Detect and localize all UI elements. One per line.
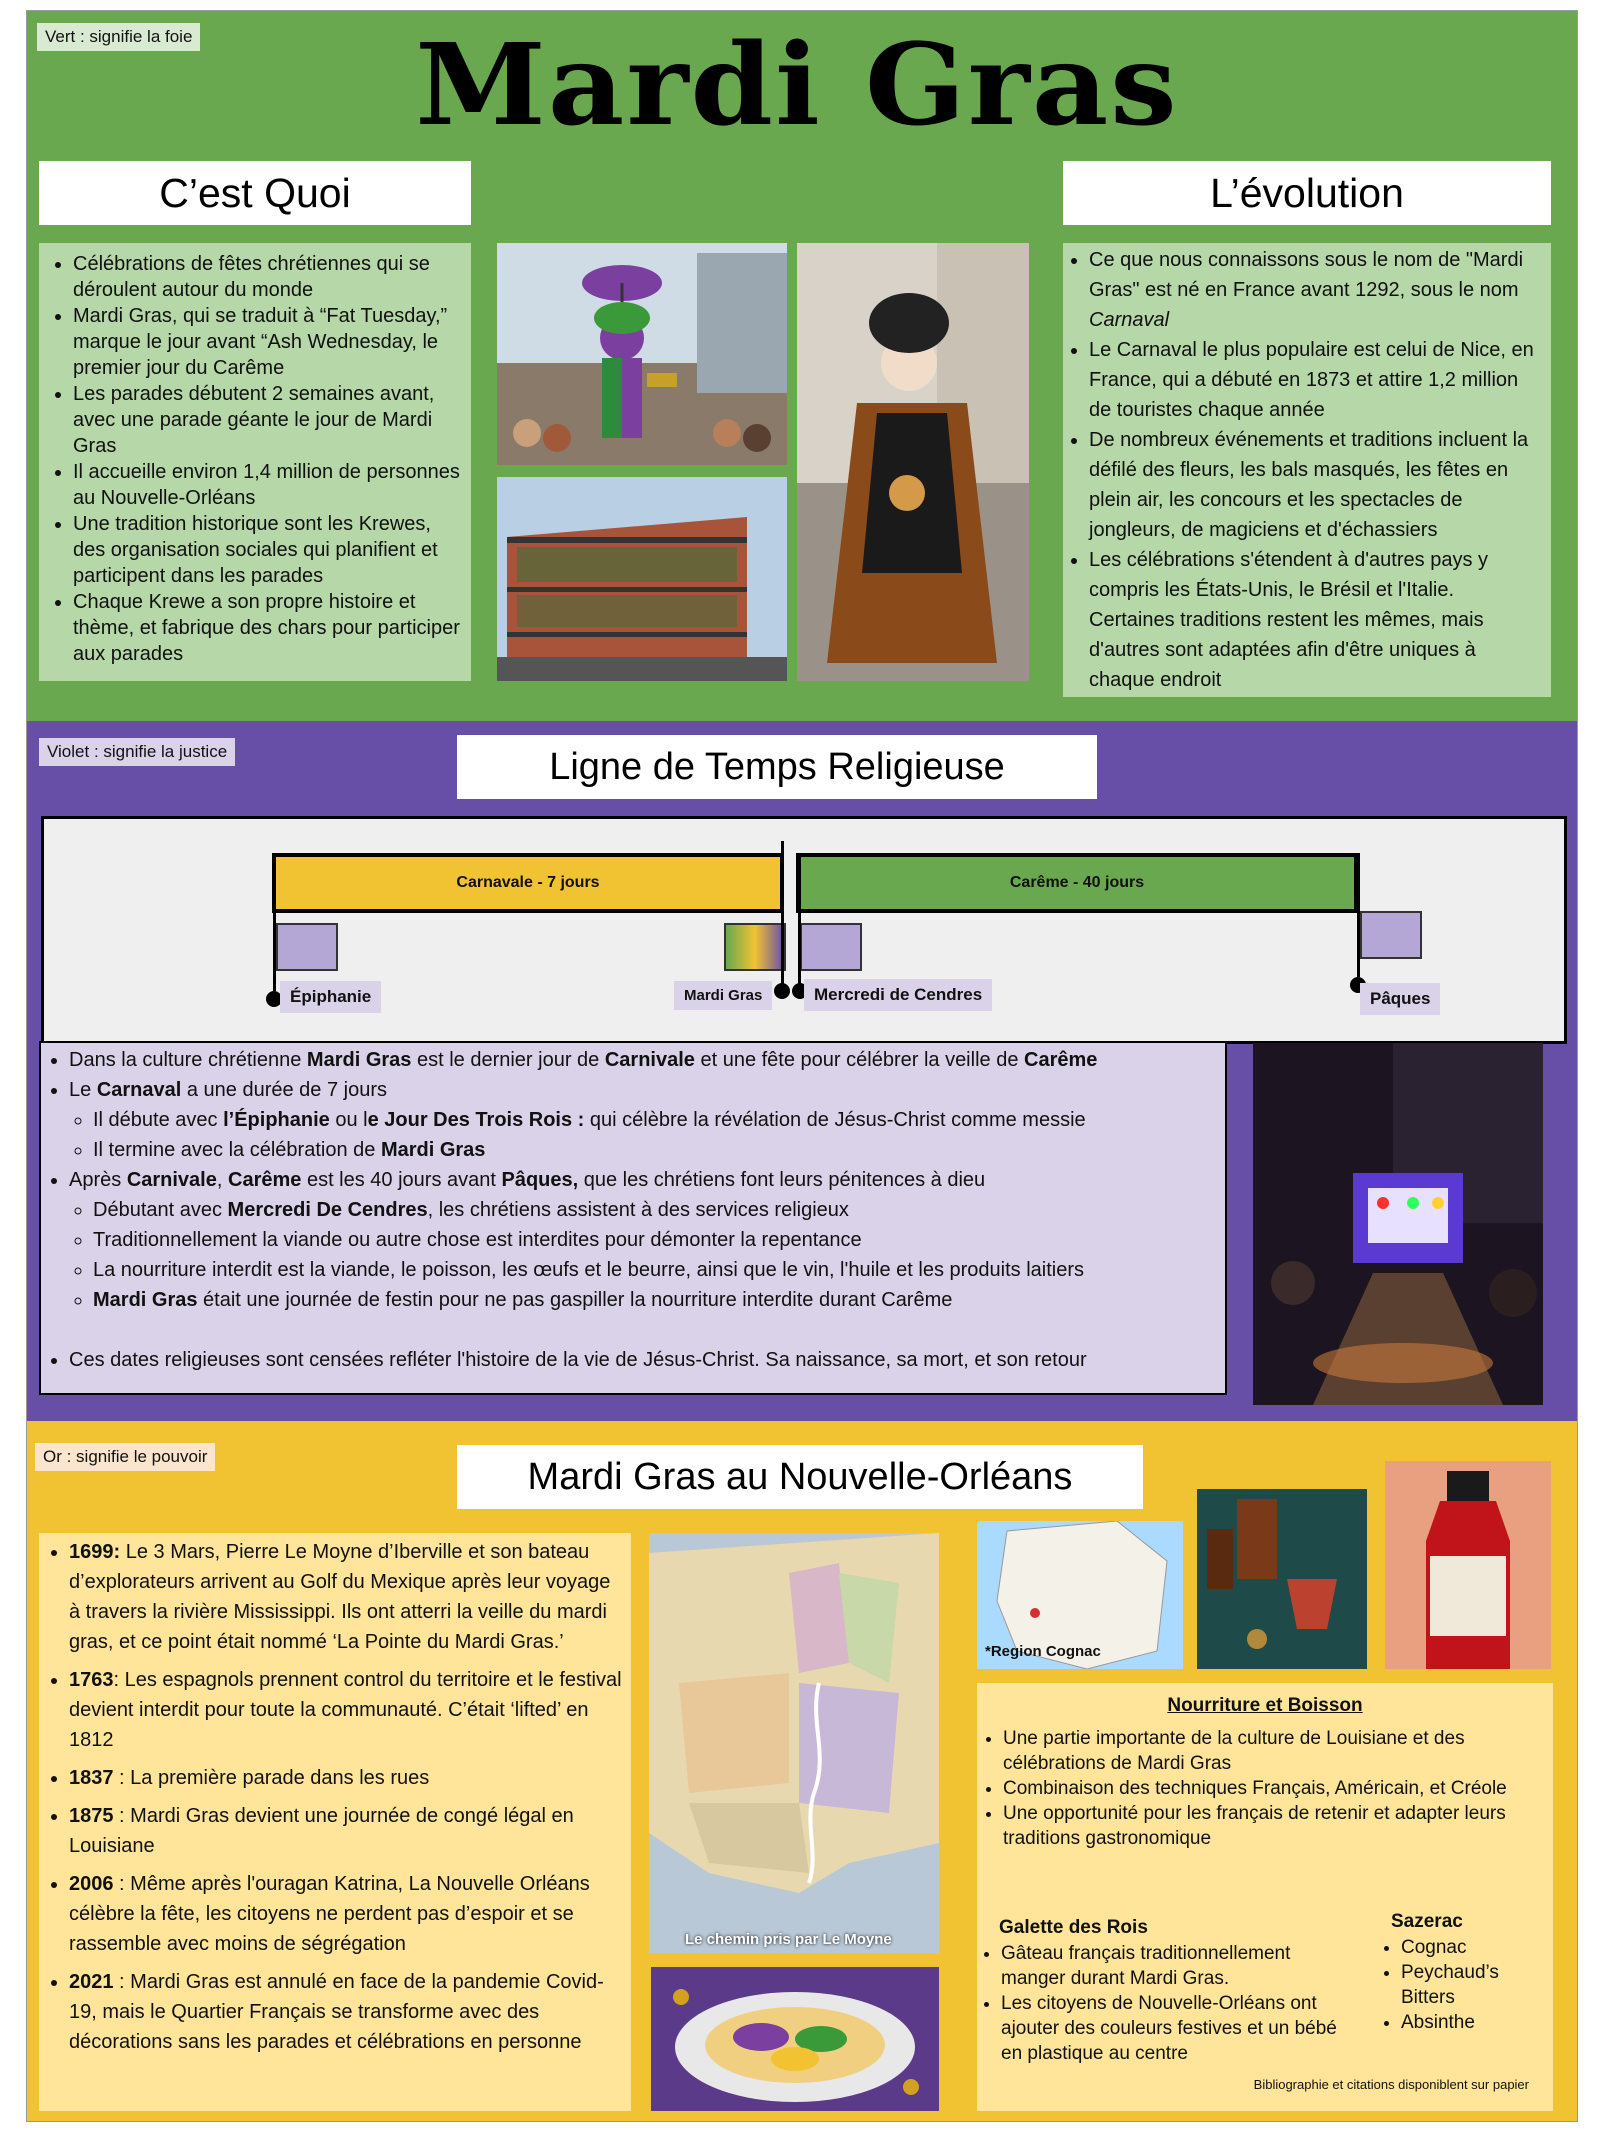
paques-flag xyxy=(1360,911,1422,959)
mercredi-label: Mercredi de Cendres xyxy=(804,979,992,1011)
mardi-gras-pole xyxy=(781,841,784,991)
sazerac-drink-photo xyxy=(1197,1489,1367,1669)
green-section xyxy=(27,11,1577,721)
paques-label: Pâques xyxy=(1360,983,1440,1015)
gold-section xyxy=(27,1421,1577,2121)
timeline-bullet: • Ces dates religieuses sont censées refléter l'histoire de la vie de Jésus-Christ. Sa naissance, sa mort, et son retour xyxy=(69,1345,1225,1375)
map-caption: Le chemin pris par Le Moyne xyxy=(685,1931,892,1948)
epiphanie-flag xyxy=(276,923,338,971)
mercredi-flag xyxy=(800,923,862,971)
new-orleans-heading: Mardi Gras au Nouvelle-Orléans xyxy=(457,1445,1143,1509)
history-item: • 1763: Les espagnols prennent control du territoire et le festival devient interdit pour toute la communauté. C’était ‘lifted’ en 1812 xyxy=(69,1665,623,1755)
food-drink-heading: Nourriture et Boisson xyxy=(1167,1695,1363,1716)
gold-meaning-tag: Or : signifie le pouvoir xyxy=(35,1443,215,1471)
cognac-caption: *Region Cognac xyxy=(985,1643,1101,1660)
mardi-gras-dot xyxy=(774,983,790,999)
timeline-subbullet: ◦ Traditionnellement la viande ou autre chose est interdites pour démonter la repentance xyxy=(93,1225,1225,1255)
food-drink-box xyxy=(977,1683,1553,2111)
timeline-subbullet: ◦ Mardi Gras était une journée de festin pour ne pas gaspiller la nourriture interdite durant Carême xyxy=(93,1285,1225,1315)
epiphanie-label: Épiphanie xyxy=(280,981,381,1013)
timeline-bullet: • Après Carnivale, Carême est les 40 jours avant Pâques, que les chrétiens font leurs pénitences à dieu ◦ Débutant avec Mercredi De Cendres, les chrétiens assistent à des services religieux ◦ Traditionnellement la viande ou autre chose est interdites pour démonter la repentance ◦ La nourriture interdit est la viande, le poisson, les œufs et le beurre, ainsi que le vin, l'huile et les produits laitiers ◦ Mardi Gras était une journée de festin pour ne pas gaspiller la nourriture interdite durant Carême xyxy=(69,1165,1225,1315)
food-item: • Combinaison des techniques Français, Américain, et Créole xyxy=(1003,1776,1541,1801)
galette-item: • Les citoyens de Nouvelle-Orléans ont ajouter des couleurs festives et un bébé en plastique au centre xyxy=(1001,1991,1351,2066)
evolution-item: • De nombreux événements et traditions incluent la défilé des fleurs, les bals masqués, les fêtes en plein air, les concours et les spectacles de jongleurs, de magiciens et d'échassiers xyxy=(1089,425,1543,545)
cest-quoi-item: • Chaque Krewe a son propre histoire et thème, et fabrique des chars pour participer aux parades xyxy=(73,589,461,667)
religious-timeline xyxy=(41,816,1567,1044)
sazerac-item: • Peychaud’s Bitters xyxy=(1401,1960,1551,2010)
mardi-gras-flag xyxy=(724,923,786,971)
evolution-heading: L’évolution xyxy=(1063,161,1551,225)
careme-bar: Carême - 40 jours xyxy=(796,853,1358,913)
evolution-item-text: Ce que nous connaissons sous le nom de "Mardi Gras" est né en France avant 1292, sous le nom xyxy=(1089,249,1524,301)
green-meaning-tag: Vert : signifie la foie xyxy=(37,23,200,51)
timeline-subbullet: ◦ Débutant avec Mercredi De Cendres, les chrétiens assistent à des services religieux xyxy=(93,1195,1225,1225)
timeline-bullet: • Dans la culture chrétienne Mardi Gras est le dernier jour de Carnivale et une fête pour célébrer la veille de Carême xyxy=(69,1045,1225,1075)
mississippi-map-photo xyxy=(649,1533,939,1953)
cest-quoi-item: • Il accueille environ 1,4 million de personnes au Nouvelle-Orléans xyxy=(73,459,461,511)
timeline-subbullet: ◦ La nourriture interdit est la viande, le poisson, les œufs et le beurre, ainsi que le vin, l'huile et les produits laitiers xyxy=(93,1255,1225,1285)
evolution-item xyxy=(1089,245,1543,335)
history-item: • 2021 : Mardi Gras est annulé en face de la pandemie Covid-19, mais le Quartier Français se transforme avec des décorations sans les parades et célébrations en personne xyxy=(69,1967,623,2057)
galette-item: • Gâteau français traditionnellement manger durant Mardi Gras. xyxy=(1001,1941,1351,1991)
sazerac-item: • Cognac xyxy=(1401,1935,1551,1960)
epiphanie-pole xyxy=(273,853,276,991)
mardi-gras-label: Mardi Gras xyxy=(674,981,772,1010)
food-item: • Une partie importante de la culture de Louisiane et des célébrations de Mardi Gras xyxy=(1003,1726,1541,1776)
cest-quoi-item: • Célébrations de fêtes chrétiennes qui se déroulent autour du monde xyxy=(73,251,461,303)
sazerac-item: • Absinthe xyxy=(1401,2010,1551,2035)
night-parade-photo xyxy=(1253,1043,1543,1405)
timeline-subbullet: ◦ Il débute avec l’Épiphanie ou le Jour Des Trois Rois : qui célèbre la révélation de Jésus-Christ comme messie xyxy=(93,1105,1225,1135)
cest-quoi-item: • Les parades débutent 2 semaines avant, avec une parade géante le jour de Mardi Gras xyxy=(73,381,461,459)
paques-pole xyxy=(1357,853,1360,977)
peychauds-bitters-photo xyxy=(1385,1461,1551,1669)
timeline-explanation xyxy=(39,1041,1227,1395)
jester-photo xyxy=(497,243,787,465)
evolution-box xyxy=(1063,243,1551,697)
galette-heading: Galette des Rois xyxy=(999,1917,1148,1938)
carnaval-bar: Carnavale - 7 jours xyxy=(272,853,784,913)
sazerac-heading: Sazerac xyxy=(1391,1911,1463,1932)
bibliography-note: Bibliographie et citations disponiblent sur papier xyxy=(1253,2077,1529,2092)
history-item: • 1699: Le 3 Mars, Pierre Le Moyne d’Iberville et son bateau d’explorateurs arrivent au Golf du Mexique après leur voyage à travers la rivière Mississippi. Ils ont atterri la veille du mardi gras, et ce point était nommé ‘La Pointe du Mardi Gras.’ xyxy=(69,1537,623,1657)
evolution-item: • Le Carnaval le plus populaire est celui de Nice, en France, qui a débuté en 1873 et attire 1,2 million de touristes chaque année xyxy=(1089,335,1543,425)
poster-title: Mardi Gras xyxy=(415,18,1179,151)
history-box xyxy=(39,1533,631,2111)
king-cake-photo xyxy=(651,1967,939,2111)
poster xyxy=(26,10,1578,2122)
costumed-woman-photo xyxy=(797,243,1029,681)
timeline-bullet: • Le Carnaval a une durée de 7 jours ◦ Il débute avec l’Épiphanie ou le Jour Des Trois Rois : qui célèbre la révélation de Jésus-Christ comme messie ◦ Il termine avec la célébration de Mardi Gras xyxy=(69,1075,1225,1165)
mercredi-pole xyxy=(798,853,801,991)
history-item: • 1837 : La première parade dans les rues xyxy=(69,1763,623,1793)
cest-quoi-heading: C’est Quoi xyxy=(39,161,471,225)
timeline-subbullet: ◦ Il termine avec la célébration de Mardi Gras xyxy=(93,1135,1225,1165)
french-quarter-building-photo xyxy=(497,477,787,681)
cest-quoi-box xyxy=(39,243,471,681)
purple-meaning-tag: Violet : signifie la justice xyxy=(39,738,235,766)
food-item: • Une opportunité pour les français de retenir et adapter leurs traditions gastronomique xyxy=(1003,1801,1541,1851)
evolution-item-emphasis: Carnaval xyxy=(1089,309,1170,331)
cest-quoi-item: • Une tradition historique sont les Krewes, des organisation sociales qui planifient et participent dans les parades xyxy=(73,511,461,589)
cest-quoi-item: • Mardi Gras, qui se traduit à “Fat Tuesday,” marque le jour avant “Ash Wednesday, le premier jour du Carême xyxy=(73,303,461,381)
evolution-item: • Les célébrations s'étendent à d'autres pays y compris les États-Unis, le Brésil et l'Italie. Certaines traditions restent les mêmes, mais d'autres sont adaptées afin d'être uniques à chaque endroit xyxy=(1089,545,1543,695)
timeline-heading: Ligne de Temps Religieuse xyxy=(457,735,1097,799)
history-item: • 1875 : Mardi Gras devient une journée de congé légal en Louisiane xyxy=(69,1801,623,1861)
history-item: • 2006 : Même après l'ouragan Katrina, La Nouvelle Orléans célèbre la fête, les citoyens ne perdent pas d’espoir et se rassemble avec moins de ségrégation xyxy=(69,1869,623,1959)
